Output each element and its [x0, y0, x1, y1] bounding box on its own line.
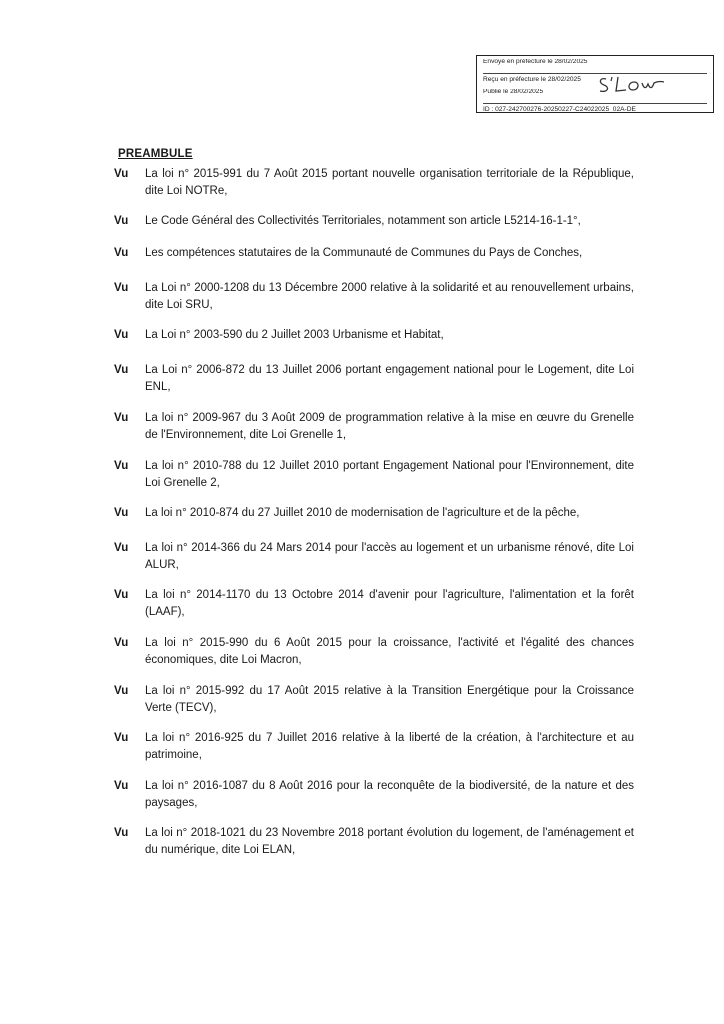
handwritten-signature	[596, 73, 666, 95]
clause-item	[114, 683, 634, 717]
clause-prefix: Vu	[114, 685, 129, 697]
clause-text: La loi n° 2010-874 du 27 Juillet 2010 de modernisation de l'agriculture et de la pêche,	[145, 507, 580, 519]
clause-prefix: Vu	[114, 168, 129, 180]
stamp-received-line: Reçu en préfecture le 28/02/2025	[483, 73, 707, 90]
clause-item	[114, 778, 634, 812]
clause-prefix: Vu	[114, 542, 129, 554]
clause-prefix: Vu	[114, 412, 129, 424]
clause-item	[114, 166, 634, 200]
stamp-published-line: Publié le 28/02/2025	[483, 89, 544, 95]
clause-prefix: Vu	[114, 732, 129, 744]
clause-prefix: Vu	[114, 827, 129, 839]
clause-text: La Loi n° 2000-1208 du 13 Décembre 2000 relative à la solidarité et au renouvellement urbains, dite Loi SRU,	[145, 282, 634, 311]
clause-item	[114, 540, 634, 574]
clause-prefix: Vu	[114, 282, 129, 294]
clause-prefix: Vu	[114, 460, 129, 472]
clause-item	[114, 245, 634, 262]
stamp-id-line: ID : 027-242700276-20250227-C24022025_02A-DE	[483, 103, 707, 120]
clause-text: La loi n° 2014-1170 du 13 Octobre 2014 d'avenir pour l'agriculture, l'alimentation et la forêt (LAAF),	[145, 589, 634, 618]
clause-prefix: Vu	[114, 507, 129, 519]
clause-text: La loi n° 2015-990 du 6 Août 2015 pour la croissance, l'activité et l'égalité des chances économiques, dite Loi Macron,	[145, 637, 634, 666]
clause-item	[114, 635, 634, 669]
clause-text: La Loi n° 2003-590 du 2 Juillet 2003 Urbanisme et Habitat,	[145, 329, 444, 341]
clause-item	[114, 730, 634, 764]
prefecture-stamp	[476, 55, 714, 113]
clause-text: La loi n° 2016-1087 du 8 Août 2016 pour la reconquête de la biodiversité, de la nature et des paysages,	[145, 780, 634, 809]
clause-item	[114, 410, 634, 444]
clause-text: Les compétences statutaires de la Communauté de Communes du Pays de Conches,	[145, 247, 583, 259]
clause-text: La Loi n° 2006-872 du 13 Juillet 2006 portant engagement national pour le Logement, dite Loi ENL,	[145, 364, 634, 393]
clause-item	[114, 327, 634, 344]
stamp-sent-line: Envoyé en préfecture le 28/02/2025	[483, 59, 588, 65]
clause-prefix: Vu	[114, 637, 129, 649]
clause-item	[114, 505, 634, 522]
clause-text: La loi n° 2010-788 du 12 Juillet 2010 portant Engagement National pour l'Environnement, dite Loi Grenelle 2,	[145, 460, 634, 489]
clause-item	[114, 280, 634, 314]
clause-prefix: Vu	[114, 780, 129, 792]
clause-prefix: Vu	[114, 589, 129, 601]
clause-text: La loi n° 2018-1021 du 23 Novembre 2018 portant évolution du logement, de l'aménagement et du numérique, dite Loi ELAN,	[145, 827, 634, 856]
clause-text: La loi n° 2015-991 du 7 Août 2015 portant nouvelle organisation territoriale de la République, dite Loi NOTRe,	[145, 168, 634, 197]
clause-item	[114, 825, 634, 859]
clause-text: La loi n° 2009-967 du 3 Août 2009 de programmation relative à la mise en œuvre du Grenelle de l'Environnement, dite Loi Grenelle 1,	[145, 412, 634, 441]
preamble-heading: PREAMBULE	[118, 148, 193, 160]
clause-text: La loi n° 2014-366 du 24 Mars 2014 pour l'accès au logement et un urbanisme rénové, dite Loi ALUR,	[145, 542, 634, 571]
clause-item	[114, 458, 634, 492]
clause-item	[114, 587, 634, 621]
clause-item	[114, 213, 634, 230]
clause-text: Le Code Général des Collectivités Territoriales, notamment son article L5214-16-1-1°,	[145, 215, 581, 227]
clause-prefix: Vu	[114, 215, 129, 227]
clause-prefix: Vu	[114, 364, 129, 376]
clause-item	[114, 362, 634, 396]
clause-text: La loi n° 2016-925 du 7 Juillet 2016 relative à la liberté de la création, à l'architecture et au patrimoine,	[145, 732, 634, 761]
clause-prefix: Vu	[114, 329, 129, 341]
clause-prefix: Vu	[114, 247, 129, 259]
clause-text: La loi n° 2015-992 du 17 Août 2015 relative à la Transition Energétique pour la Croissance Verte (TECV),	[145, 685, 634, 714]
